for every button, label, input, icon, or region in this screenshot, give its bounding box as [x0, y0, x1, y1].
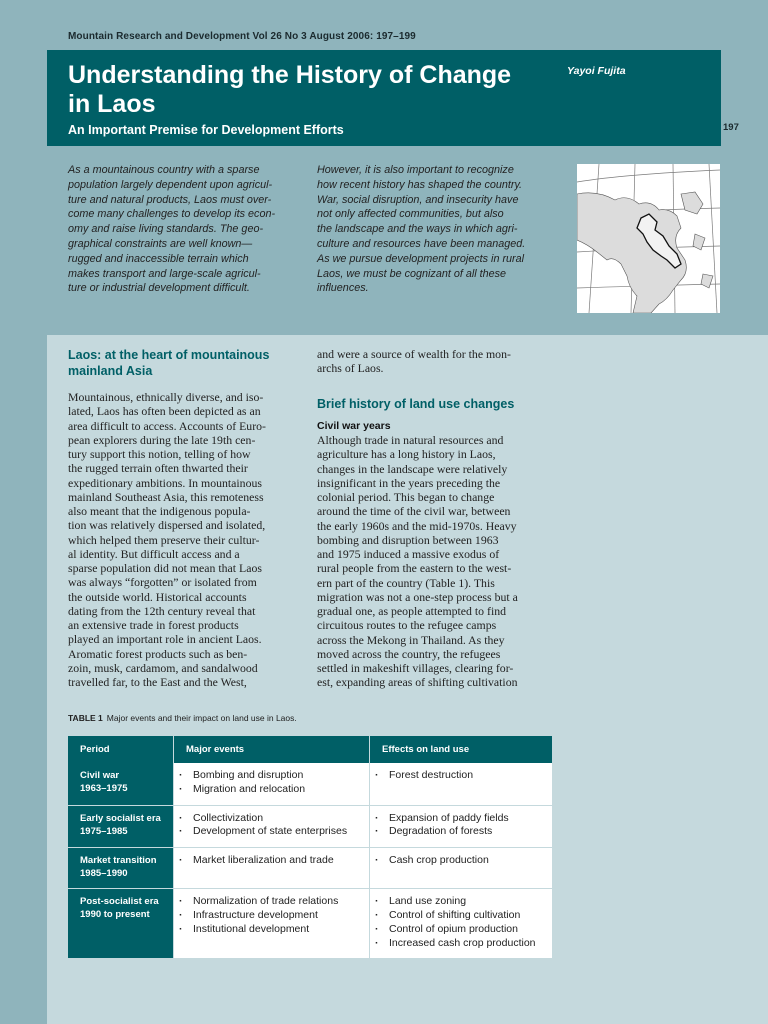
- effects-cell: [370, 889, 553, 959]
- list-item: · Expansion of paddy fields: [370, 812, 552, 826]
- list-item: · Migration and relocation: [174, 783, 369, 797]
- list-item: · Forest destruction: [370, 769, 552, 783]
- abstract-line: influences.: [317, 282, 369, 295]
- table-caption-text: Major events and their impact on land use in Laos.: [106, 713, 297, 723]
- body-line: area difficult to access. Accounts of Euro-: [68, 418, 266, 433]
- list-item: · Bombing and disruption: [174, 769, 369, 783]
- table-row: [68, 848, 552, 889]
- list-item: · Development of state enterprises: [174, 825, 369, 839]
- list-item: · Control of opium production: [370, 923, 552, 937]
- list-item: · Land use zoning: [370, 895, 552, 909]
- body-line: the rugged terrain often thwarted their: [68, 461, 248, 476]
- title-banner: [47, 50, 721, 146]
- body-line: insignificant in the years preceding the: [317, 475, 501, 490]
- journal-citation: Mountain Research and Development Vol 26 No 3 August 2006: 197–199: [68, 31, 416, 42]
- body-line: Although trade in natural resources and: [317, 433, 504, 447]
- events-table: [68, 736, 552, 959]
- page-number: 197: [723, 122, 739, 133]
- body-line: tion was relatively dispersed and isolated,: [68, 518, 266, 533]
- body-line: across the Mekong in Thailand. As they: [317, 632, 505, 647]
- period-cell: [68, 848, 174, 889]
- body-column-right: [317, 433, 552, 690]
- table-row: [68, 889, 552, 959]
- period-years: 1990 to present: [80, 909, 150, 921]
- list-item: · Cash crop production: [370, 854, 552, 868]
- column-header-events: Major events: [174, 736, 370, 763]
- period-cell: [68, 805, 174, 848]
- events-cell: [174, 889, 370, 959]
- body-line: al identity. But difficult access and a: [68, 546, 240, 561]
- list-item: · Increased cash crop production: [370, 937, 552, 951]
- body-line: changes in the landscape were relatively: [317, 461, 508, 476]
- body-line: sparse population did not mean that Laos: [68, 561, 262, 575]
- body-line: tury support this notion, telling of how: [68, 447, 251, 461]
- body-column-right-top: [317, 347, 552, 376]
- body-line: zoin, musk, cardamom, and sandalwood: [68, 660, 258, 675]
- abstract-line: come many challenges to develop its econ-: [68, 208, 276, 221]
- body-line: the early 1960s and the mid-1970s. Heavy: [317, 518, 517, 533]
- period-name: Market transition: [80, 855, 157, 867]
- abstract-line: As we pursue development projects in rural: [317, 252, 525, 265]
- abstract-line: how recent history has shaped the country.: [317, 178, 523, 191]
- abstract-left-column: [68, 163, 300, 296]
- period-cell: [68, 889, 174, 959]
- body-line: was always “forgotten” or isolated from: [68, 575, 257, 590]
- body-line: an extensive trade in forest products: [68, 618, 239, 632]
- list-item: · Market liberalization and trade: [174, 854, 369, 868]
- body-line: also meant that the indigenous popula-: [68, 504, 251, 518]
- section-heading: Brief history of land use changes: [317, 397, 515, 411]
- events-cell: [174, 805, 370, 848]
- events-cell: [174, 848, 370, 889]
- abstract-line: ture or industrial development difficult.: [68, 282, 250, 295]
- body-line: and 1975 induced a massive exodus of: [317, 547, 500, 561]
- body-line: ern part of the country (Table 1). This: [317, 575, 495, 590]
- abstract-line: population largely dependent upon agricul-: [68, 178, 273, 191]
- article-title: Understanding the History of Change in Laos: [68, 61, 512, 118]
- effects-cell: [370, 848, 553, 889]
- body-line: pean explorers during the late 19th cen-: [68, 432, 256, 447]
- body-line: settled in makeshift villages, clearing for-: [317, 661, 514, 675]
- period-years: 1963–1975: [80, 783, 128, 794]
- body-line: expeditionary ambitions. In mountainous: [68, 475, 262, 490]
- body-line: played an important role in ancient Laos.: [68, 632, 262, 647]
- table-row: [68, 805, 552, 848]
- laos-locator-map: [577, 164, 720, 313]
- events-cell: [174, 763, 370, 805]
- effects-cell: [370, 763, 553, 805]
- column-header-period: Period: [68, 736, 174, 763]
- body-line: agriculture has a long history in Laos,: [317, 447, 496, 462]
- table-caption: [68, 713, 297, 723]
- body-line: travelled far, to the East and the West,: [68, 675, 247, 689]
- body-line: the outside world. Historical accounts: [68, 589, 247, 604]
- body-line: mainland Southeast Asia, this remoteness: [68, 489, 264, 504]
- period-years: 1975–1985: [80, 825, 128, 837]
- abstract-line: Laos, we must be cognizant of all these: [317, 267, 507, 280]
- abstract-line: War, social disruption, and insecurity have: [317, 193, 519, 206]
- effects-cell: [370, 805, 553, 848]
- list-item: · Infrastructure development: [174, 909, 369, 923]
- abstract-line: makes transport and large-scale agricul-: [68, 267, 261, 280]
- body-column-left: [68, 390, 303, 689]
- table-label: TABLE 1: [68, 713, 103, 723]
- body-line: moved across the country, the refugees: [317, 646, 501, 661]
- abstract-line: the landscape and the ways in which agri-: [317, 223, 518, 236]
- subsection-heading: Civil war years: [317, 420, 391, 432]
- body-line: circuitous routes to the refugee camps: [317, 618, 497, 633]
- list-item: · Institutional development: [174, 923, 369, 937]
- section-heading: Laos: at the heart of mountainous mainland Asia: [68, 348, 270, 378]
- list-item: · Degradation of forests: [370, 825, 552, 839]
- body-line: and were a source of wealth for the mon-: [317, 347, 511, 361]
- table-row: [68, 763, 552, 805]
- list-item: · Collectivization: [174, 812, 369, 826]
- body-line: migration was not a one-step process but a: [317, 589, 518, 604]
- body-line: archs of Laos.: [317, 361, 384, 376]
- list-item: · Normalization of trade relations: [174, 895, 369, 909]
- body-line: lated, Laos has often been depicted as an: [68, 404, 261, 419]
- column-header-effects: Effects on land use: [370, 736, 553, 763]
- body-line: rural people from the eastern to the west-: [317, 561, 512, 576]
- body-line: bombing and disruption between 1963: [317, 532, 499, 547]
- body-line: dating from the 12th century reveal that: [68, 603, 256, 618]
- abstract-line: not only affected communities, but also: [317, 208, 504, 221]
- article-subtitle: An Important Premise for Development Efforts: [68, 123, 344, 137]
- body-line: around the time of the civil war, between: [317, 504, 511, 519]
- abstract-line: graphical constraints are well known—: [68, 237, 253, 250]
- period-years: 1985–1990: [80, 868, 128, 880]
- abstract-right-column: [317, 163, 549, 296]
- body-line: gradual one, as people attempted to find: [317, 604, 507, 618]
- table-header-row: [68, 736, 552, 763]
- abstract-line: ture and natural products, Laos must over-: [68, 193, 272, 206]
- author-name: Yayoi Fujita: [567, 65, 626, 77]
- body-line: Aromatic forest products such as ben-: [68, 646, 248, 661]
- body-line: est, expanding areas of shifting cultivation: [317, 675, 518, 690]
- period-cell: [68, 763, 174, 805]
- period-name: Civil war: [80, 770, 120, 781]
- abstract-line: omy and raise living standards. The geo-: [68, 223, 264, 236]
- period-name: Post-socialist era: [80, 896, 159, 908]
- body-line: which helped them preserve their cultur-: [68, 532, 260, 547]
- abstract-line: As a mountainous country with a sparse: [68, 164, 260, 176]
- body-line: Mountainous, ethnically diverse, and iso-: [68, 390, 264, 404]
- abstract-line: However, it is also important to recognize: [317, 164, 514, 176]
- period-name: Early socialist era: [80, 812, 161, 824]
- list-item: · Control of shifting cultivation: [370, 909, 552, 923]
- abstract-line: culture and resources have been managed.: [317, 237, 526, 250]
- map-graphic: [577, 164, 720, 313]
- body-line: colonial period. This began to change: [317, 490, 495, 504]
- abstract-line: rugged and inaccessible terrain which: [68, 252, 249, 265]
